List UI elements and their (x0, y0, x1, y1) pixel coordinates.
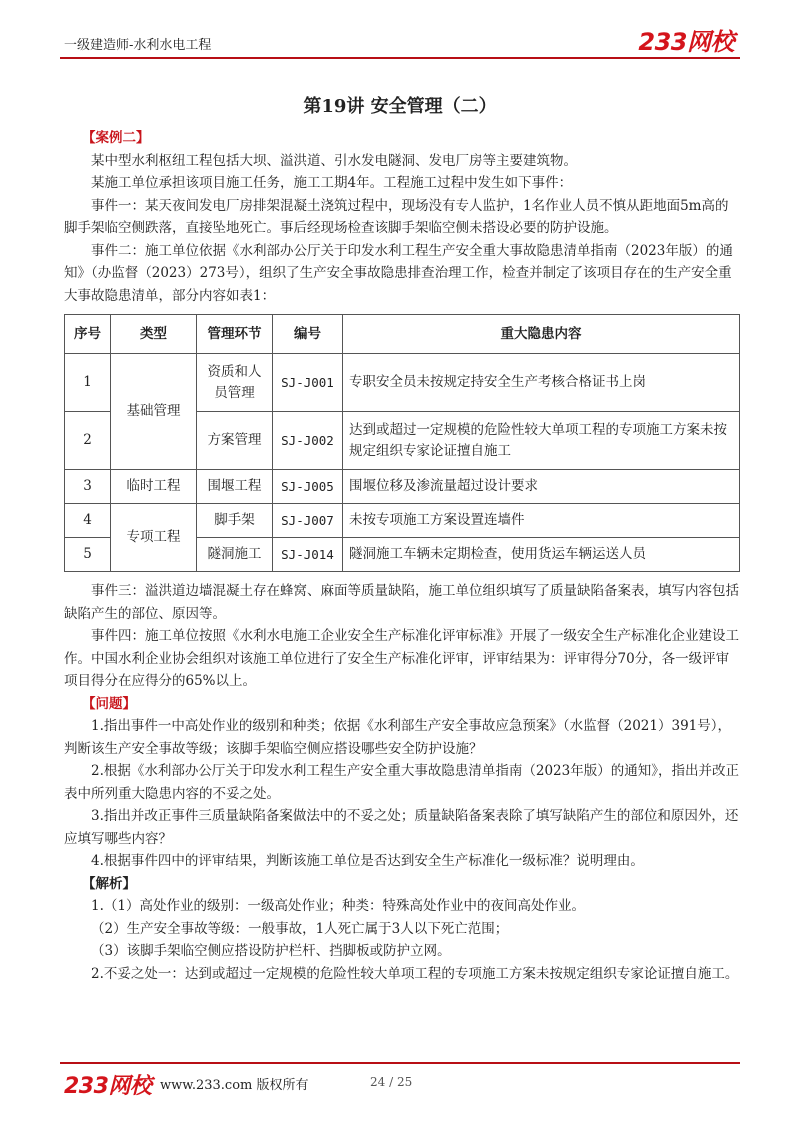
table-row (65, 354, 740, 412)
header-subject: 一级建造师-水利水电工程 (64, 38, 212, 53)
analysis-line: 1.（1）高处作业的级别：一级高处作业；种类：特殊高处作业中的夜间高处作业。 (91, 898, 585, 914)
paragraph: 事件一：某天夜间发电厂房排架混凝土浇筑过程中，现场没有专人监护，1名作业人员不慎从距地面5m高的脚手架临空侧跌落，直接坠地死亡。事后经现场检查该脚手架临空侧未搭设必要的防护设施。 (64, 197, 729, 236)
table-row (65, 504, 740, 538)
analysis-line: 2.不妥之处一：达到或超过一定规模的危险性较大单项工程的专项施工方案未按规定组织专家论证擅自施工。 (91, 965, 739, 982)
footer-divider (60, 1062, 740, 1064)
cell-content: 达到或超过一定规模的危险性较大单项工程的专项施工方案未按规定组织专家论证擅自施工 (343, 412, 740, 470)
analysis-line: （3）该脚手架临空侧应搭设防护栏杆、挡脚板或防护立网。 (91, 943, 451, 959)
column-header: 管理环节 (197, 315, 273, 354)
header-divider (60, 57, 740, 59)
cell-link: 资质和人员管理 (197, 354, 273, 412)
cell-no: 3 (65, 470, 111, 504)
cell-no: 2 (65, 412, 111, 470)
question: 4.根据事件四中的评审结果，判断该施工单位是否达到安全生产标准化一级标准？说明理由。 (91, 853, 644, 869)
cell-link: 方案管理 (197, 412, 273, 470)
analysis-line: （2）生产安全事故等级：一般事故，1人死亡属于3人以下死亡范围； (91, 920, 509, 937)
question: 2.根据《水利部办公厅关于印发水利工程生产安全重大事故隐患清单指南（2023年版）的通知》，指出并改正表中所列重大隐患内容的不妥之处。 (64, 763, 739, 802)
table-row (65, 470, 740, 504)
footer-logo[interactable]: 233网校 (64, 1074, 152, 1099)
cell-no: 5 (65, 538, 111, 572)
cell-type: 专项工程 (111, 504, 197, 572)
cell-content: 围堰位移及渗流量超过设计要求 (343, 470, 740, 504)
cell-content: 隧洞施工车辆未定期检查，使用货运车辆运送人员 (343, 538, 740, 572)
hazard-table (64, 314, 740, 572)
cell-code: SJ-J002 (273, 412, 343, 470)
cell-code: SJ-J005 (273, 470, 343, 504)
column-header: 类型 (111, 315, 197, 354)
paragraph: 某施工单位承担该项目施工任务，施工工期4年。工程施工过程中发生如下事件： (91, 175, 573, 191)
question: 3.指出并改正事件三质量缺陷备案做法中的不妥之处；质量缺陷备案表除了填写缺陷产生的部位和原因外，还应填写哪些内容？ (64, 808, 739, 847)
page-number: 24 / 25 (370, 1075, 413, 1089)
table-header-row (65, 315, 740, 354)
cell-link: 脚手架 (197, 504, 273, 538)
cell-content: 未按专项施工方案设置连墙件 (343, 504, 740, 538)
cell-code: SJ-J001 (273, 354, 343, 412)
column-header: 编号 (273, 315, 343, 354)
document-body (64, 127, 740, 985)
cell-type: 基础管理 (111, 354, 197, 470)
paragraph: 事件二：施工单位依据《水利部办公厅关于印发水利工程生产安全重大事故隐患清单指南（2023年版）的通知》（办监督（2023）273号），组织了生产安全事故隐患排查治理工作，检查并制定了该项目存在的生产安全重大事故隐患清单，部分内容如表1： (64, 242, 733, 304)
questions-heading: 【问题】 (82, 695, 136, 712)
case-heading: 【案例二】 (82, 130, 150, 146)
cell-no: 1 (65, 354, 111, 412)
paragraph: 事件四：施工单位按照《水利水电施工企业安全生产标准化评审标准》开展了一级安全生产标准化企业建设工作。中国水利企业协会组织对该施工单位进行了安全生产标准化评审，评审结果为：评审得分70分，各一级评审项目得分在应得分的65%以上。 (64, 628, 739, 689)
cell-code: SJ-J007 (273, 504, 343, 538)
brand-logo[interactable]: 233网校 (638, 28, 734, 56)
cell-link: 围堰工程 (197, 470, 273, 504)
paragraph: 某中型水利枢纽工程包括大坝、溢洪道、引水发电隧洞、发电厂房等主要建筑物。 (91, 152, 577, 169)
cell-content: 专职安全员未按规定持安全生产考核合格证书上岗 (343, 354, 740, 412)
question: 1.指出事件一中高处作业的级别和种类；依据《水利部生产安全事故应急预案》（水监督（2021）391号），判断该生产安全事故等级；该脚手架临空侧应搭设哪些安全防护设施？ (64, 718, 732, 757)
column-header: 重大隐患内容 (343, 315, 740, 354)
footer-site[interactable]: www.233.com 版权所有 (160, 1078, 309, 1093)
page-title: 第19讲 安全管理（二） (303, 96, 497, 117)
cell-code: SJ-J014 (273, 538, 343, 572)
cell-link: 隧洞施工 (197, 538, 273, 572)
analysis-heading: 【解析】 (82, 875, 136, 892)
cell-type: 临时工程 (111, 470, 197, 504)
cell-no: 4 (65, 504, 111, 538)
paragraph: 事件三：溢洪道边墙混凝土存在蜂窝、麻面等质量缺陷，施工单位组织填写了质量缺陷备案表，填写内容包括缺陷产生的部位、原因等。 (64, 583, 739, 622)
column-header: 序号 (65, 315, 111, 354)
